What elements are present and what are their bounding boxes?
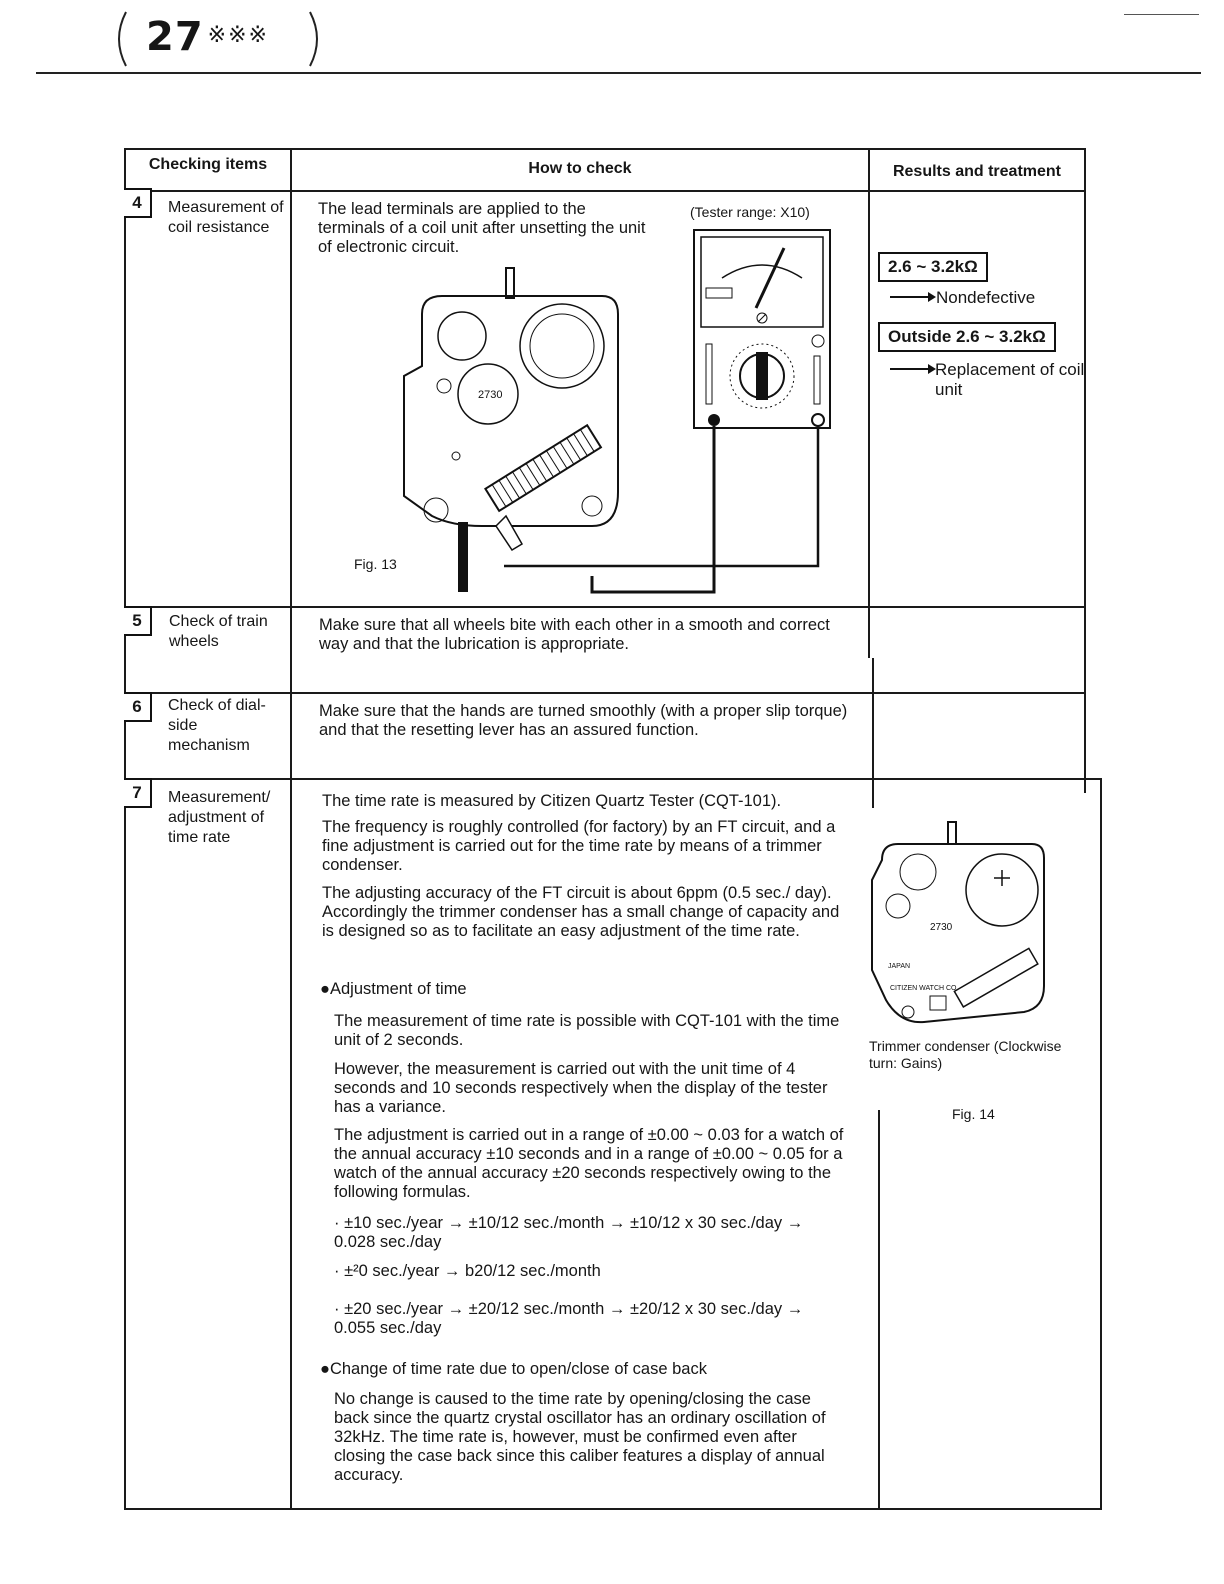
row-6-item: Check of dial-side mechanism xyxy=(168,697,266,754)
header-rule xyxy=(36,72,1201,74)
svg-text:JAPAN: JAPAN xyxy=(888,963,911,970)
row-4-line xyxy=(124,606,1086,608)
row-7-item: Measurement/ adjustment of time rate xyxy=(168,789,271,846)
row-6-how: Make sure that the hands are turned smoothly (with a proper slip torque) and that the resetting lever has an assured function. xyxy=(319,702,848,739)
column-divider-2-lower xyxy=(878,1110,880,1510)
ng-result xyxy=(890,360,936,380)
row-6-number: 6 xyxy=(124,692,152,722)
svg-text:2730: 2730 xyxy=(478,389,503,401)
table-right-border-upper xyxy=(1084,148,1086,793)
column-divider-2-upper xyxy=(868,148,870,658)
row-5-item: Check of train wheels xyxy=(169,613,268,650)
section1-para-2: However, the measurement is carried out with the unit time of 4 seconds and 10 seconds respectively when the display of the tester has a variance. xyxy=(334,1060,828,1116)
row-5-line xyxy=(124,692,1086,694)
table-bottom-border xyxy=(124,1508,1102,1510)
tester-range-label: (Tester range: X10) xyxy=(690,204,810,220)
bullet-icon: ● xyxy=(320,1360,330,1378)
row-7-para-3: The adjusting accuracy of the FT circuit is about 6ppm (0.5 sec./ day). Accordingly the trimmer condenser has a small change of capacity and is designed so as to facilitate an easy adjustment of the time rate. xyxy=(322,884,840,940)
fig-13-label: Fig. 13 xyxy=(354,556,397,572)
formula-2: · ±²0 sec./year → b20/12 sec./month xyxy=(334,1262,601,1280)
header-how-to-check: How to check xyxy=(528,160,632,177)
row-7-para-1: The time rate is measured by Citizen Quartz Tester (CQT-101). xyxy=(322,792,782,810)
ok-result: Nondefective xyxy=(890,288,1035,308)
section-adjustment-of-time: ●Adjustment of time xyxy=(320,980,467,998)
page-number: 27 ※※※ xyxy=(146,14,269,60)
row-6-line xyxy=(124,778,1102,780)
table-left-border xyxy=(124,148,126,1510)
fig-14-label: Fig. 14 xyxy=(952,1106,995,1122)
svg-text:2730: 2730 xyxy=(930,922,953,933)
row-7-para-2: The frequency is roughly controlled (for factory) by an FT circuit, and a fine adjustment is carried out for the time rate by means of a trimmer condenser. xyxy=(322,818,836,874)
header-checking-items: Checking items xyxy=(148,156,268,173)
table-right-border-lower xyxy=(1100,780,1102,1510)
header-results: Results and treatment xyxy=(892,163,1062,180)
arrow-right-icon xyxy=(890,296,934,298)
fig-14-caption: Trimmer condenser (Clockwise turn: Gains) xyxy=(869,1038,1062,1071)
svg-text:CITIZEN WATCH CO.: CITIZEN WATCH CO. xyxy=(890,985,959,992)
section-case-back: ●Change of time rate due to open/close of case back xyxy=(320,1360,707,1378)
formula-1: · ±10 sec./year → ±10/12 sec./month → ±10/12 x 30 sec./day → 0.028 sec./day xyxy=(334,1214,804,1251)
fig-14-illustration xyxy=(864,820,1054,1030)
checking-table xyxy=(124,148,1086,1510)
section1-para-1: The measurement of time rate is possible with CQT-101 with the time unit of 2 seconds. xyxy=(334,1012,840,1049)
bullet-icon: ● xyxy=(320,980,330,998)
ok-range-box: 2.6 ~ 3.2kΩ xyxy=(878,252,988,282)
row-5-number: 5 xyxy=(124,606,152,636)
row-5-how: Make sure that all wheels bite with each other in a smooth and correct way and that the lubrication is appropriate. xyxy=(319,616,830,653)
section1-para-3: The adjustment is carried out in a range of ±0.00 ~ 0.03 for a watch of the annual accuracy ±10 seconds and in a range of ±0.00 ~ 0.05 for a watch of the annual accuracy ±20 seconds respectively owing to the following formulas. xyxy=(334,1126,844,1201)
row-4-number: 4 xyxy=(124,188,152,218)
row-4-item: Measurement of coil resistance xyxy=(168,199,284,236)
ng-range-box: Outside 2.6 ~ 3.2kΩ xyxy=(878,322,1056,352)
arrow-right-icon xyxy=(890,368,934,370)
row-4-how: The lead terminals are applied to the terminals of a coil unit after unsetting the unit of electronic circuit. xyxy=(318,200,646,256)
header-top-rule xyxy=(1124,14,1199,15)
fig-13-illustration xyxy=(392,226,842,598)
section2-para: No change is caused to the time rate by opening/closing the case back since the quartz crystal oscillator has an ordinary oscillation of 32kHz. The time rate is, however, must be confirmed even after closing the case back since this caliber features a display of annual accuracy. xyxy=(334,1390,826,1484)
column-divider-2-mid xyxy=(872,658,874,808)
page-number-suffix: ※※※ xyxy=(207,23,269,48)
header-row-line xyxy=(124,190,1086,192)
ng-result-text: Replacement of coil unit xyxy=(935,360,1085,399)
formula-3: · ±20 sec./year → ±20/12 sec./month → ±20/12 x 30 sec./day → 0.055 sec./day xyxy=(334,1300,804,1337)
table-top-border xyxy=(124,148,1084,150)
row-7-number: 7 xyxy=(124,778,152,808)
